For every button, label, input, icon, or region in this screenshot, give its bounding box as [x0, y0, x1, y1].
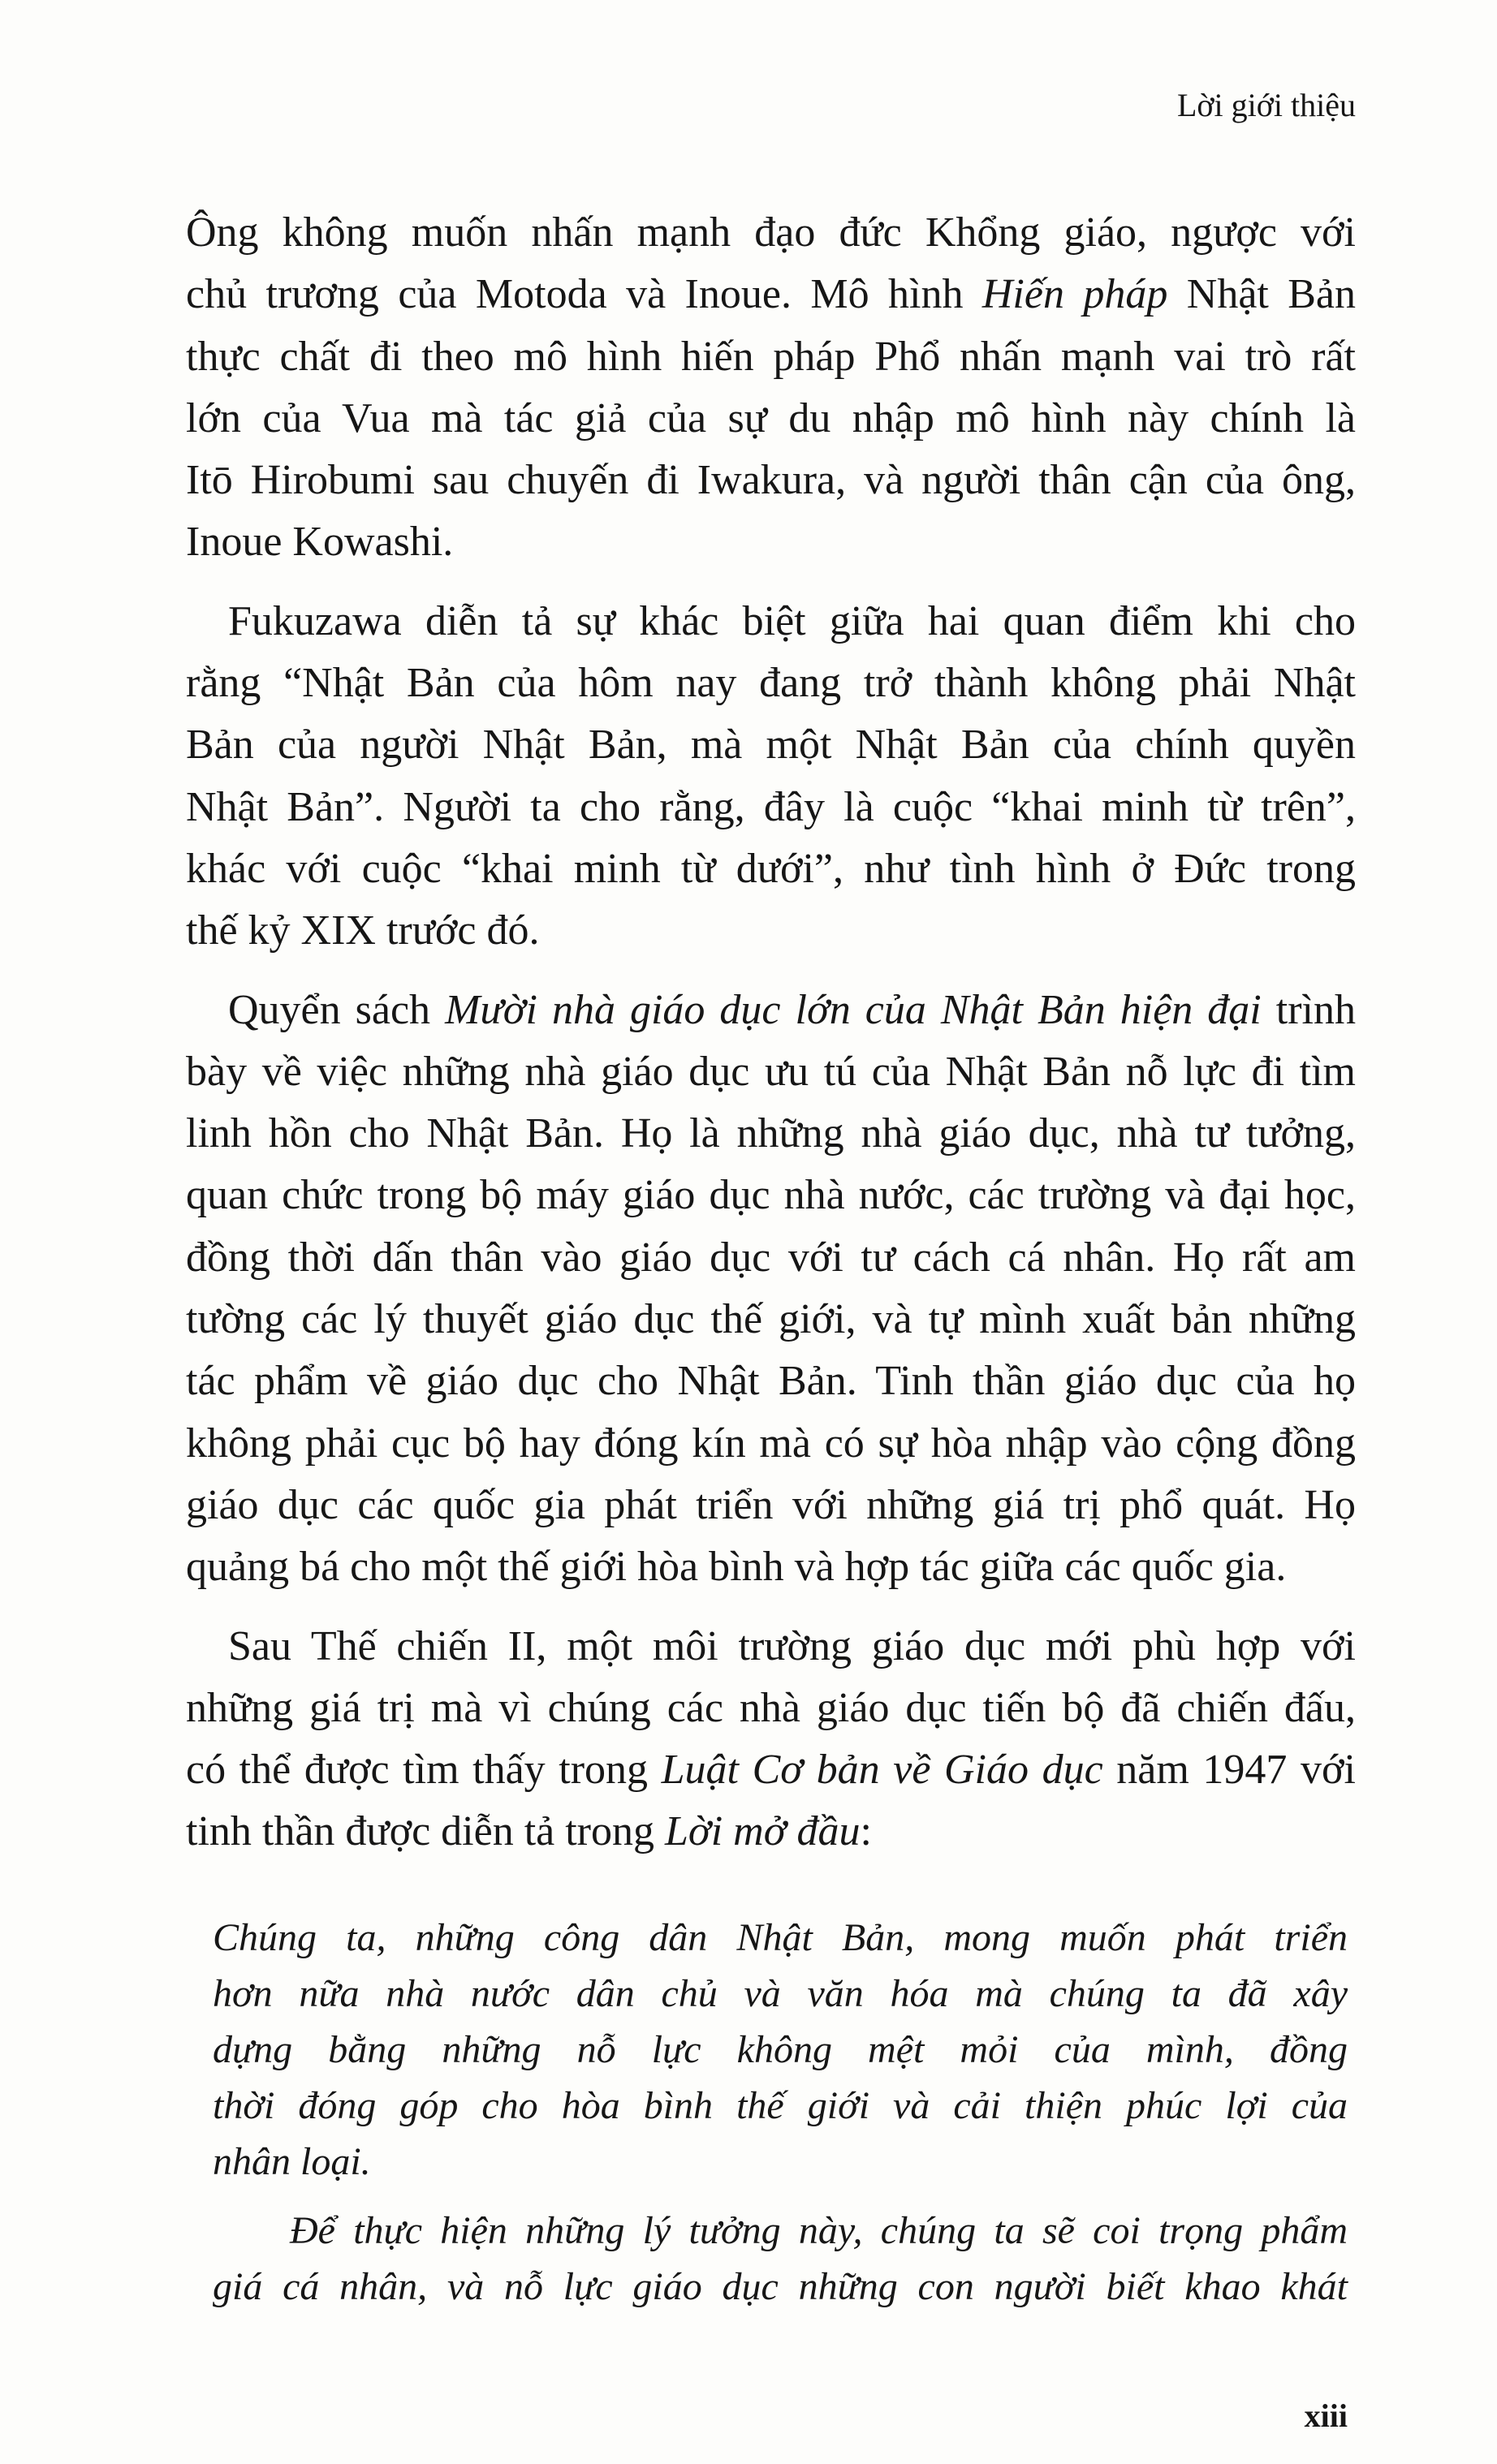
text-line	[186, 326, 1356, 388]
text-line	[186, 777, 1356, 838]
text-line	[186, 1475, 1356, 1536]
text-segment: lớn của Vua mà tác giả của sự du nhập mô hình này chính là	[186, 394, 1356, 442]
paragraph	[186, 591, 1356, 963]
text-segment: Chúng ta, những công dân Nhật Bản, mong muốn phát triển	[213, 1916, 1348, 1959]
text-segment: Nhật Bản	[1167, 271, 1357, 318]
text-line	[213, 1910, 1348, 1966]
text-line	[186, 591, 1356, 653]
text-segment: giáo dục các quốc gia phát triển với những giá trị phổ quát. Họ	[186, 1481, 1356, 1528]
text-line	[186, 714, 1356, 776]
text-line	[186, 1165, 1356, 1226]
text-segment: Bản của người Nhật Bản, mà một Nhật Bản của chính quyền	[186, 722, 1356, 769]
text-line	[213, 2078, 1348, 2134]
text-segment: thế kỷ XIX trước đó.	[186, 907, 540, 954]
text-line	[186, 1413, 1356, 1475]
text-line	[213, 1966, 1348, 2022]
text-segment: Fukuzawa diễn tả sự khác biệt giữa hai quan điểm khi cho	[228, 597, 1356, 644]
text-line	[186, 1616, 1356, 1678]
italic-title-text: Mười nhà giáo dục lớn của Nhật Bản hiện đại	[445, 986, 1262, 1033]
text-segment: giá cá nhân, và nỗ lực giáo dục những con người biết khao khát	[213, 2265, 1348, 2308]
text-line	[186, 1227, 1356, 1289]
text-line	[186, 900, 1356, 962]
paragraph	[186, 980, 1356, 1599]
text-line	[186, 1678, 1356, 1739]
text-segment: nhân loại.	[213, 2140, 371, 2183]
text-line	[186, 1041, 1356, 1103]
text-segment: hơn nữa nhà nước dân chủ và văn hóa mà chúng ta đã xây	[213, 1972, 1348, 2015]
text-segment: năm 1947 với	[1102, 1747, 1356, 1794]
text-line	[213, 2203, 1348, 2259]
page-number: xiii	[1304, 2397, 1348, 2434]
text-line	[186, 202, 1356, 264]
text-segment: thực chất đi theo mô hình hiến pháp Phổ nhấn mạnh vai trò rất	[186, 333, 1356, 380]
running-head: Lời giới thiệu	[1176, 87, 1356, 123]
text-segment: dựng bằng những nỗ lực không mệt mỏi của mình, đồng	[213, 2028, 1348, 2071]
text-segment: tường các lý thuyết giáo dục thế giới, và tự mình xuất bản những	[186, 1296, 1356, 1343]
text-segment: Itō Hirobumi sau chuyến đi Iwakura, và người thân cận của ông,	[186, 457, 1356, 504]
text-line	[186, 1536, 1356, 1598]
italic-title-text: Lời mở đầu	[665, 1808, 861, 1855]
text-segment: khác với cuộc “khai minh từ dưới”, như tình hình ở Đức trong	[186, 845, 1356, 892]
text-segment: đồng thời dấn thân vào giáo dục với tư cách cá nhân. Họ rất am	[186, 1234, 1356, 1281]
italic-title-text: Hiến pháp	[981, 271, 1168, 318]
text-line	[213, 2134, 1348, 2190]
block-quote	[213, 1910, 1348, 2328]
text-segment: :	[860, 1808, 872, 1855]
text-line	[186, 1350, 1356, 1412]
text-line	[213, 2259, 1348, 2315]
paragraph	[186, 202, 1356, 574]
text-segment: tác phẩm về giáo dục cho Nhật Bản. Tinh thần giáo dục của họ	[186, 1358, 1356, 1405]
paragraph	[213, 2203, 1348, 2315]
text-segment: linh hồn cho Nhật Bản. Họ là những nhà giáo dục, nhà tư tưởng,	[186, 1110, 1356, 1157]
text-segment: Ông không muốn nhấn mạnh đạo đức Khổng giáo, ngược với	[186, 209, 1356, 256]
text-segment: chủ trương của Motoda và Inoue. Mô hình	[186, 271, 982, 318]
text-line	[186, 838, 1356, 900]
text-segment: bày về việc những nhà giáo dục ưu tú của Nhật Bản nỗ lực đi tìm	[186, 1048, 1356, 1095]
paragraph	[186, 1616, 1356, 1863]
text-segment: thời đóng góp cho hòa bình thế giới và cải thiện phúc lợi của	[213, 2084, 1348, 2127]
text-line	[186, 653, 1356, 714]
text-line	[186, 264, 1356, 325]
text-segment: có thể được tìm thấy trong	[186, 1747, 662, 1794]
text-segment: Để thực hiện những lý tưởng này, chúng ta sẽ coi trọng phẩm	[290, 2209, 1348, 2252]
text-line	[186, 388, 1356, 450]
text-segment: trình	[1261, 986, 1356, 1033]
text-segment: Inoue Kowashi.	[186, 519, 454, 566]
text-line	[186, 980, 1356, 1041]
text-segment: những giá trị mà vì chúng các nhà giáo dục tiến bộ đã chiến đấu,	[186, 1684, 1356, 1731]
text-line	[186, 1103, 1356, 1165]
text-line	[186, 1739, 1356, 1801]
text-segment: quảng bá cho một thế giới hòa bình và hợp tác giữa các quốc gia.	[186, 1544, 1287, 1591]
text-line	[186, 1801, 1356, 1863]
text-segment: tinh thần được diễn tả trong	[186, 1808, 666, 1855]
text-line	[186, 1289, 1356, 1350]
text-segment: không phải cục bộ hay đóng kín mà có sự hòa nhập vào cộng đồng	[186, 1419, 1356, 1467]
text-segment: rằng “Nhật Bản của hôm nay đang trở thành không phải Nhật	[186, 660, 1356, 707]
text-segment: Quyển sách	[228, 986, 446, 1033]
paragraph	[213, 1910, 1348, 2190]
text-line	[186, 511, 1356, 573]
text-segment: quan chức trong bộ máy giáo dục nhà nước, các trường và đại học,	[186, 1172, 1356, 1219]
text-line	[186, 450, 1356, 511]
text-segment: Sau Thế chiến II, một môi trường giáo dục mới phù hợp với	[228, 1622, 1356, 1669]
text-line	[213, 2022, 1348, 2078]
italic-title-text: Luật Cơ bản về Giáo dục	[661, 1747, 1103, 1794]
body-text	[186, 202, 1356, 1880]
text-segment: Nhật Bản”. Người ta cho rằng, đây là cuộc “khai minh từ trên”,	[186, 783, 1356, 830]
